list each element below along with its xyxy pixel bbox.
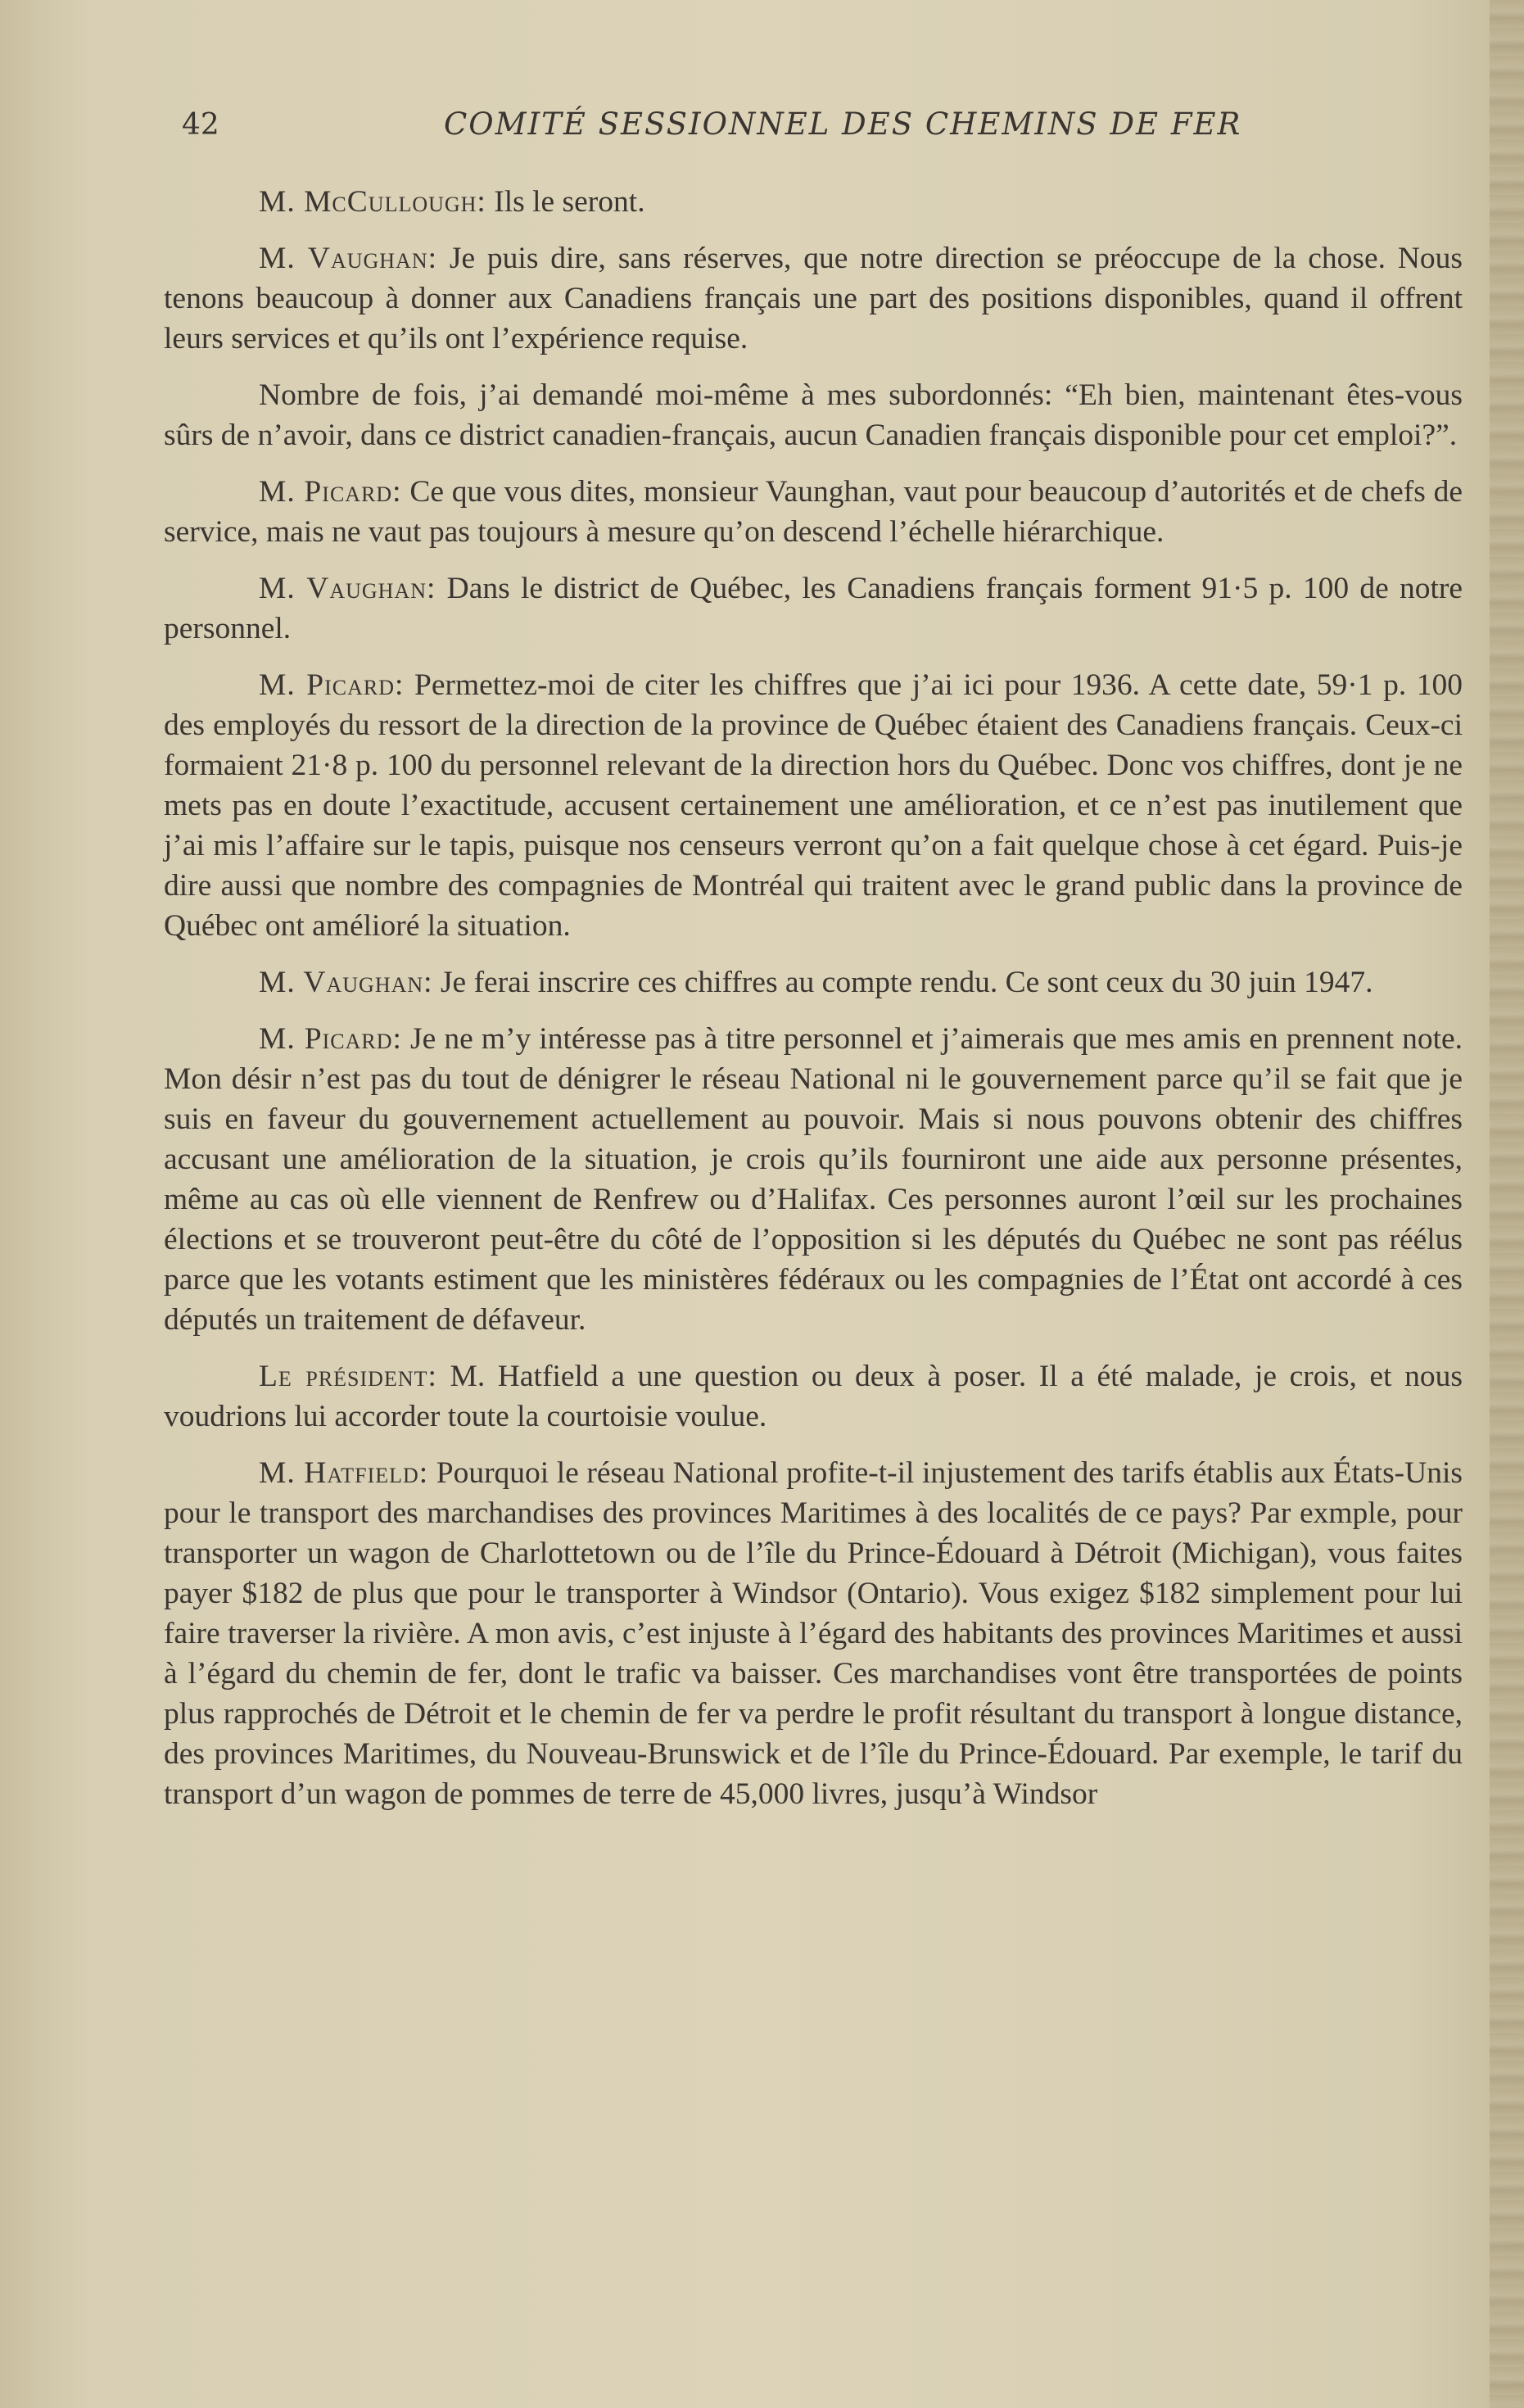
paragraph-text: Je puis dire, sans réserves, que notre direction se préoccupe de la chose. Nous tenons beaucoup à donner aux Canadiens français une part des positions disponibles, quand il offrent leurs services et qu’ils ont l’expérience requise. [164,242,1463,355]
paragraph-text: Permettez-moi de citer les chiffres que j’ai ici pour 1936. A cette date, 59·1 p. 100 des employés du ressort de la direction de la province de Québec étaient des Canadiens français. Ceux-ci formaient 21·8 p. 100 du personnel relevant de la direction hors du Québec. Donc vos chiffres, dont je ne mets pas en doute l’exactitude, accusent certainement une amélioration, et ce n’est pas inutilement que j’ai mis l’affaire sur le tapis, puisque nos censeurs verront qu’on a fait quelque chose à cet égard. Puis-je dire aussi que nombre des compagnies de Montréal qui traitent avec le grand public dans la province de Québec ont amélioré la situation. [164,668,1463,943]
paragraph-text: Pourquoi le réseau National profite-t-il injustement des tarifs établis aux États-Unis pour le transport des marchandises des provinces Maritimes à des localités de ce pays? Par exmple, pour transporter un wagon de Charlottetown ou de l’île du Prince-Édouard à Détroit (Michigan), vous faites payer $182 de plus que pour le transporter à Windsor (Ontario). Vous exigez $182 simplement pour lui faire traverser la rivière. A mon avis, c’est injuste à l’égard des habitants des provinces Maritimes et aussi à l’égard du chemin de fer, dont le trafic va baisser. Ces marchandises vont être transportées de points plus rapprochés de Détroit et le chemin de fer va perdre le profit résultant du transport à longue distance, des provinces Maritimes, du Nouveau-Brunswick et de l’île du Prince-Édouard. Par exemple, le tarif du transport d’un wagon de pommes de terre de 45,000 livres, jusqu’à Windsor [164,1456,1463,1811]
body-text [164,182,1463,1831]
speaker-name: M. Picard: [259,1022,402,1056]
paragraph-text: Ils le seront. [486,185,645,219]
paragraph [164,238,1463,359]
speaker-name: M. McCullough: [259,185,486,219]
speaker-name: Le président: [259,1360,437,1393]
speaker-name: M. Vaughan: [259,242,438,275]
speaker-name: M. Picard: [259,668,405,702]
speaker-name: M. Vaughan: [259,966,433,999]
page-number: 42 [182,108,219,142]
paragraph [164,1453,1463,1814]
speaker-name: M. Vaughan: [259,572,436,605]
paragraph [164,665,1463,946]
paragraph [164,375,1463,455]
paragraph-text: Dans le district de Québec, les Canadiens français forment 91·5 p. 100 de notre personnel. [164,572,1463,645]
paragraph-text: Je ferai inscrire ces chiffres au compte rendu. Ce sont ceux du 30 juin 1947. [432,966,1373,999]
paragraph-text: M. Hatfield a une question ou deux à poser. Il a été malade, je crois, et nous voudrions lui accorder toute la courtoisie voulue. [164,1360,1463,1433]
speaker-name: M. Hatfield: [259,1456,429,1490]
paragraph [164,568,1463,649]
paragraph [164,1019,1463,1340]
paragraph [164,472,1463,552]
running-title: COMITÉ SESSIONNEL DES CHEMINS DE FER [444,106,1242,142]
paragraph [164,962,1463,1003]
speaker-name: M. Picard: [259,475,402,509]
paragraph-text: Ce que vous dites, monsieur Vaunghan, vaut pour beaucoup d’autorités et de chefs de service, mais ne vaut pas toujours à mesure qu’on descend l’échelle hiérarchique. [164,475,1463,549]
paragraph-text: Je ne m’y intéresse pas à titre personnel et j’aimerais que mes amis en prennent note. Mon désir n’est pas du tout de dénigrer le réseau National ni le gouvernement parce qu’il se fait que je suis en faveur du gouvernement actuellement au pouvoir. Mais si nous pouvons obtenir des chiffres accusant une amélioration de la situation, je crois qu’ils fourniront une aide aux personne présentes, même au cas où elle viennent de Renfrew ou d’Halifax. Ces personnes auront l’œil sur les prochaines élections et se trouveront peut-être du côté de l’opposition si les députés du Québec ne sont pas réélus parce que les votants estiment que les ministères fédéraux ou les compagnies de l’État ont accordé à ces députés un traitement de défaveur. [164,1022,1463,1337]
paragraph [164,182,1463,222]
page-edge [1490,0,1524,2408]
page-header [182,106,1459,156]
paragraph-text: Nombre de fois, j’ai demandé moi-même à mes subordonnés: “Eh bien, maintenant êtes-vous sûrs de n’avoir, dans ce district canadien-français, aucun Canadien français disponible pour cet emploi?”. [164,378,1463,452]
paragraph [164,1356,1463,1437]
